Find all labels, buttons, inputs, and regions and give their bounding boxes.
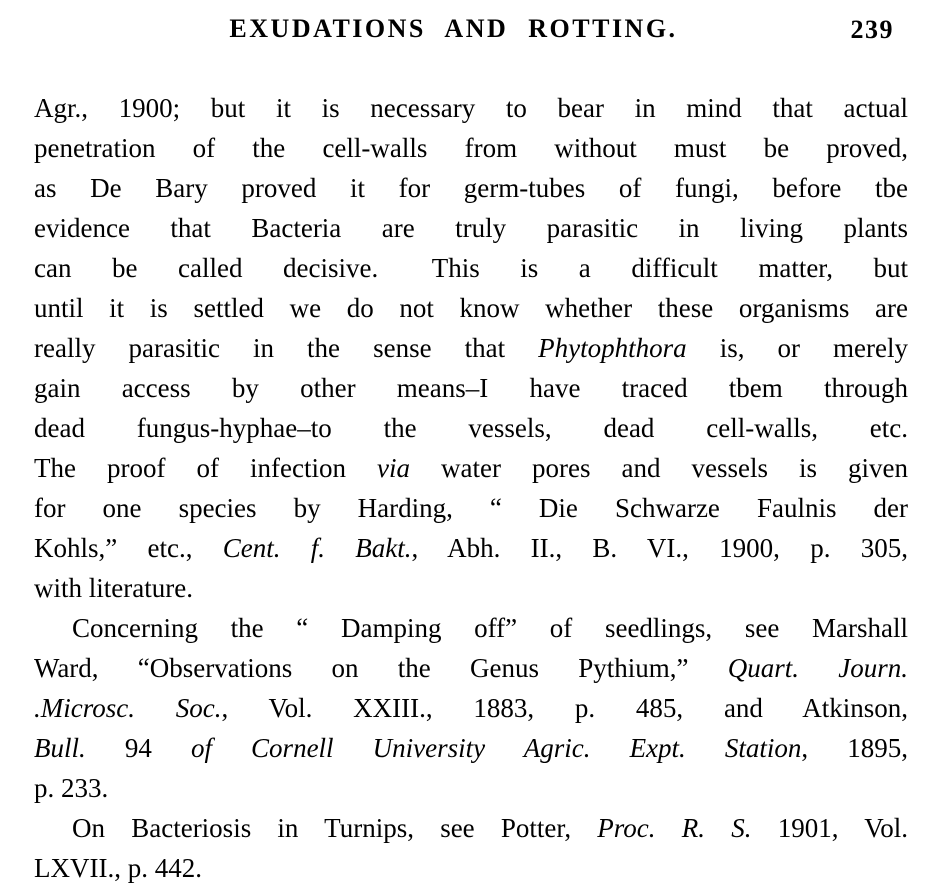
text-segment: as De Bary proved it for germ-tubes of fungi, before tbe <box>34 173 908 203</box>
paragraph <box>34 808 908 888</box>
italic-text-segment: Phytophthora <box>538 333 687 363</box>
italic-text-segment: via <box>376 453 410 483</box>
body-text <box>0 88 931 888</box>
text-line <box>34 688 908 728</box>
text-line <box>34 648 908 688</box>
text-segment: gain access by other means–I have traced tbem through <box>34 373 908 403</box>
text-segment: On Bacteriosis in Turnips, see Potter, <box>72 813 598 843</box>
text-segment: , 1895, <box>801 733 908 763</box>
text-segment: 1901, Vol. <box>751 813 908 843</box>
text-line <box>34 568 908 608</box>
italic-text-segment: Bull. <box>34 733 86 763</box>
text-line <box>34 88 908 128</box>
text-segment: The proof of infection <box>34 453 377 483</box>
paragraph <box>34 88 908 608</box>
text-segment: Concerning the “ Damping off” of seedlings, see Marshall <box>72 613 908 643</box>
text-segment: Ward, “Observations on the Genus Pythium,” <box>34 653 728 683</box>
text-line <box>34 528 908 568</box>
text-segment: p. 233. <box>34 773 109 803</box>
text-segment: can be called decisive. This is a difficult matter, but <box>34 253 908 283</box>
italic-text-segment: Quart. Journ. <box>727 653 908 683</box>
text-line <box>34 808 908 848</box>
text-segment: Agr., 1900; but it is necessary to bear in mind that actual <box>34 93 908 123</box>
running-title: EXUDATIONS AND ROTTING. <box>229 14 678 43</box>
text-segment: with literature. <box>34 573 193 603</box>
italic-text-segment: of Cornell University Agric. Expt. Station <box>190 733 802 763</box>
page-number: 239 <box>850 15 894 44</box>
text-segment: really parasitic in the sense that <box>34 333 539 363</box>
text-line <box>34 448 908 488</box>
text-line <box>34 368 908 408</box>
text-segment: , Vol. XXIII., 1883, p. 485, and Atkinson, <box>221 693 908 723</box>
text-line <box>34 248 908 288</box>
text-segment: dead fungus-hyphae–to the vessels, dead cell-walls, etc. <box>34 413 908 443</box>
italic-text-segment: .Microsc. Soc. <box>34 693 222 723</box>
text-line <box>34 608 908 648</box>
text-segment: penetration of the cell-walls from without must be proved, <box>34 133 908 163</box>
italic-text-segment: Proc. R. S. <box>597 813 752 843</box>
text-line <box>34 208 908 248</box>
text-line <box>34 488 908 528</box>
text-segment: , Abh. II., B. VI., 1900, p. 305, <box>411 533 908 563</box>
text-segment: until it is settled we do not know whether these organisms are <box>34 293 908 323</box>
text-segment: water pores and vessels is given <box>409 453 908 483</box>
text-line <box>34 728 908 768</box>
paragraph <box>34 608 908 808</box>
text-segment: 94 <box>85 733 191 763</box>
text-line <box>34 128 908 168</box>
text-segment: evidence that Bacteria are truly parasitic in living plants <box>34 213 908 243</box>
text-segment: Kohls,” etc., <box>34 533 223 563</box>
text-segment: for one species by Harding, “ Die Schwarze Faulnis der <box>34 493 908 523</box>
text-segment: LXVII., p. 442. <box>34 853 202 883</box>
text-line <box>34 288 908 328</box>
text-line <box>34 328 908 368</box>
italic-text-segment: Cent. f. Bakt. <box>222 533 412 563</box>
page-header <box>0 14 931 48</box>
text-line <box>34 848 908 888</box>
text-line <box>34 768 908 808</box>
text-line <box>34 408 908 448</box>
text-segment: is, or merely <box>686 333 908 363</box>
text-line <box>34 168 908 208</box>
